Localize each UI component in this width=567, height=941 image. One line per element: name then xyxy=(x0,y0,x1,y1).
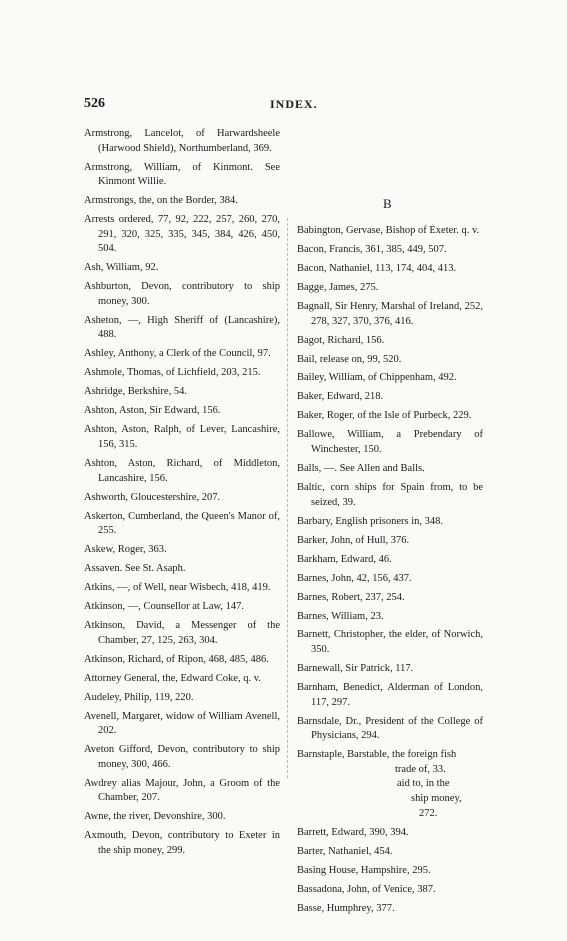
index-entry: Avenell, Margaret, widow of William Avenell, 202. xyxy=(84,710,280,737)
index-entry: Atkinson, David, a Messenger of the Chamber, 27, 125, 263, 304. xyxy=(84,620,280,646)
index-entry: Bagnall, Sir Henry, Marshal of Ireland, 252, 278, 327, 370, 376, 416. xyxy=(297,300,483,327)
index-entry: Baltic, corn ships for Spain from, to be seized, 39. xyxy=(297,482,483,508)
index-entry: Balls, —. See Allen and Balls. xyxy=(297,463,425,475)
index-entry: Bailey, William, of Chippenham, 492. xyxy=(297,372,457,384)
index-entry: Askew, Roger, 363. xyxy=(84,544,167,556)
index-entry: Barnes, John, 42, 156, 437. xyxy=(297,572,412,584)
index-entry: Assaven. See St. Asaph. xyxy=(84,563,186,575)
index-entry: Ashton, Aston, Sir Edward, 156. xyxy=(84,405,221,417)
left-column xyxy=(84,127,280,863)
index-entry: Bassadona, John, of Venice, 387. xyxy=(297,883,436,895)
index-entry-barnstaple xyxy=(297,748,483,821)
index-entry: Barrett, Edward, 390, 394. xyxy=(297,826,409,838)
index-entry: Ashton, Aston, Ralph, of Lever, Lancashire, 156, 315. xyxy=(84,424,280,450)
index-entry: Barnewall, Sir Patrick, 117. xyxy=(297,663,414,675)
index-entry: Bacon, Francis, 361, 385, 449, 507. xyxy=(297,243,447,255)
index-entry: Barnes, Robert, 237, 254. xyxy=(297,591,405,603)
page-number: 526 xyxy=(84,96,105,111)
index-entry: Barnes, William, 23. xyxy=(297,610,384,622)
index-entry: Awne, the river, Devonshire, 300. xyxy=(84,811,226,823)
index-entry: Barter, Nathaniel, 454. xyxy=(297,845,393,857)
index-entry: Barkham, Edward, 46. xyxy=(297,553,392,565)
section-letter: B xyxy=(383,196,392,211)
index-entry: Armstrongs, the, on the Border, 384. xyxy=(84,195,238,207)
index-entry: Barnham, Benedict, Alderman of London, 117, 297. xyxy=(297,682,483,708)
index-entry: Awdrey alias Majour, John, a Groom of the Chamber, 207. xyxy=(84,777,280,804)
index-entry: Barbary, English prisoners in, 348. xyxy=(297,515,444,527)
index-entry: Bail, release on, 99, 520. xyxy=(297,353,402,365)
right-column xyxy=(297,224,483,920)
index-entry: Atkinson, Richard, of Ripon, 468, 485, 486. xyxy=(84,653,269,665)
index-entry: Armstrong, Lancelot, of Harwardsheele (Harwood Shield), Northumberland, 369. xyxy=(84,128,280,154)
index-entry: Bagot, Richard, 156. xyxy=(297,334,385,346)
barnstaple-heading: Barnstaple, Barstable, the foreign fish xyxy=(297,749,457,761)
index-entry: Askerton, Cumberland, the Queen's Manor of, 255. xyxy=(84,510,280,537)
index-entry: Ashridge, Berkshire, 54. xyxy=(84,386,187,398)
index-entry: Bacon, Nathaniel, 113, 174, 404, 413. xyxy=(297,262,457,274)
index-entry: Babington, Gervase, Bishop of Exeter. q. v. xyxy=(297,225,480,236)
index-entry: Armstrong, William, of Kinmont. See Kinmont Willie. xyxy=(84,161,280,188)
index-entry: Attorney General, the, Edward Coke, q. v. xyxy=(84,672,261,684)
running-head: INDEX. xyxy=(270,97,318,111)
index-entry: Ashburton, Devon, contributory to ship money, 300. xyxy=(84,281,280,307)
index-entry: Ashworth, Gloucestershire, 207. xyxy=(84,491,221,503)
index-entry: Ashton, Aston, Richard, of Middleton, Lancashire, 156. xyxy=(84,457,280,484)
barnstaple-subline: trade of, 33. xyxy=(395,763,446,775)
index-entry: Baker, Edward, 218. xyxy=(297,391,384,403)
index-entry: Arrests ordered, 77, 92, 222, 257, 260, 270, 291, 320, 325, 335, 345, 384, 426, 450, 504. xyxy=(84,214,280,255)
index-entry: Ballowe, William, a Prebendary of Winchester, 150. xyxy=(297,429,483,456)
column-rule xyxy=(287,218,288,778)
index-entry: Basse, Humphrey, 377. xyxy=(297,902,395,914)
index-entry: Aveton Gifford, Devon, contributory to ship money, 300, 466. xyxy=(84,744,280,770)
index-entry: Baker, Roger, of the Isle of Purbeck, 229. xyxy=(297,410,472,422)
barnstaple-subline: ship money, xyxy=(411,792,462,804)
index-entry: Ashmole, Thomas, of Lichfield, 203, 215. xyxy=(84,367,261,379)
index-entry: Barnsdale, Dr., President of the College of Physicians, 294. xyxy=(297,715,483,742)
index-entry: Atkinson, —, Counsellor at Law, 147. xyxy=(84,601,245,613)
index-entry: Audeley, Philip, 119, 220. xyxy=(84,691,194,703)
index-entry: Barker, John, of Hull, 376. xyxy=(297,534,410,546)
barnstaple-subline: 272. xyxy=(419,807,438,819)
index-entry: Atkins, —, of Well, near Wisbech, 418, 419. xyxy=(84,582,271,594)
index-entry: Ash, William, 92. xyxy=(84,262,159,274)
barnstaple-subline: aid to, in the xyxy=(397,778,450,790)
index-entry: Ashley, Anthony, a Clerk of the Council, 97. xyxy=(84,348,271,360)
index-entry: Barnett, Christopher, the elder, of Norwich, 350. xyxy=(297,629,483,656)
index-entry: Bagge, James, 275. xyxy=(297,281,379,293)
index-entry: Asheton, —, High Sheriff of (Lancashire), 488. xyxy=(84,314,280,341)
index-entry: Basing House, Hampshire, 295. xyxy=(297,864,431,876)
index-entry: Axmouth, Devon, contributory to Exeter in the ship money, 299. xyxy=(84,830,280,856)
